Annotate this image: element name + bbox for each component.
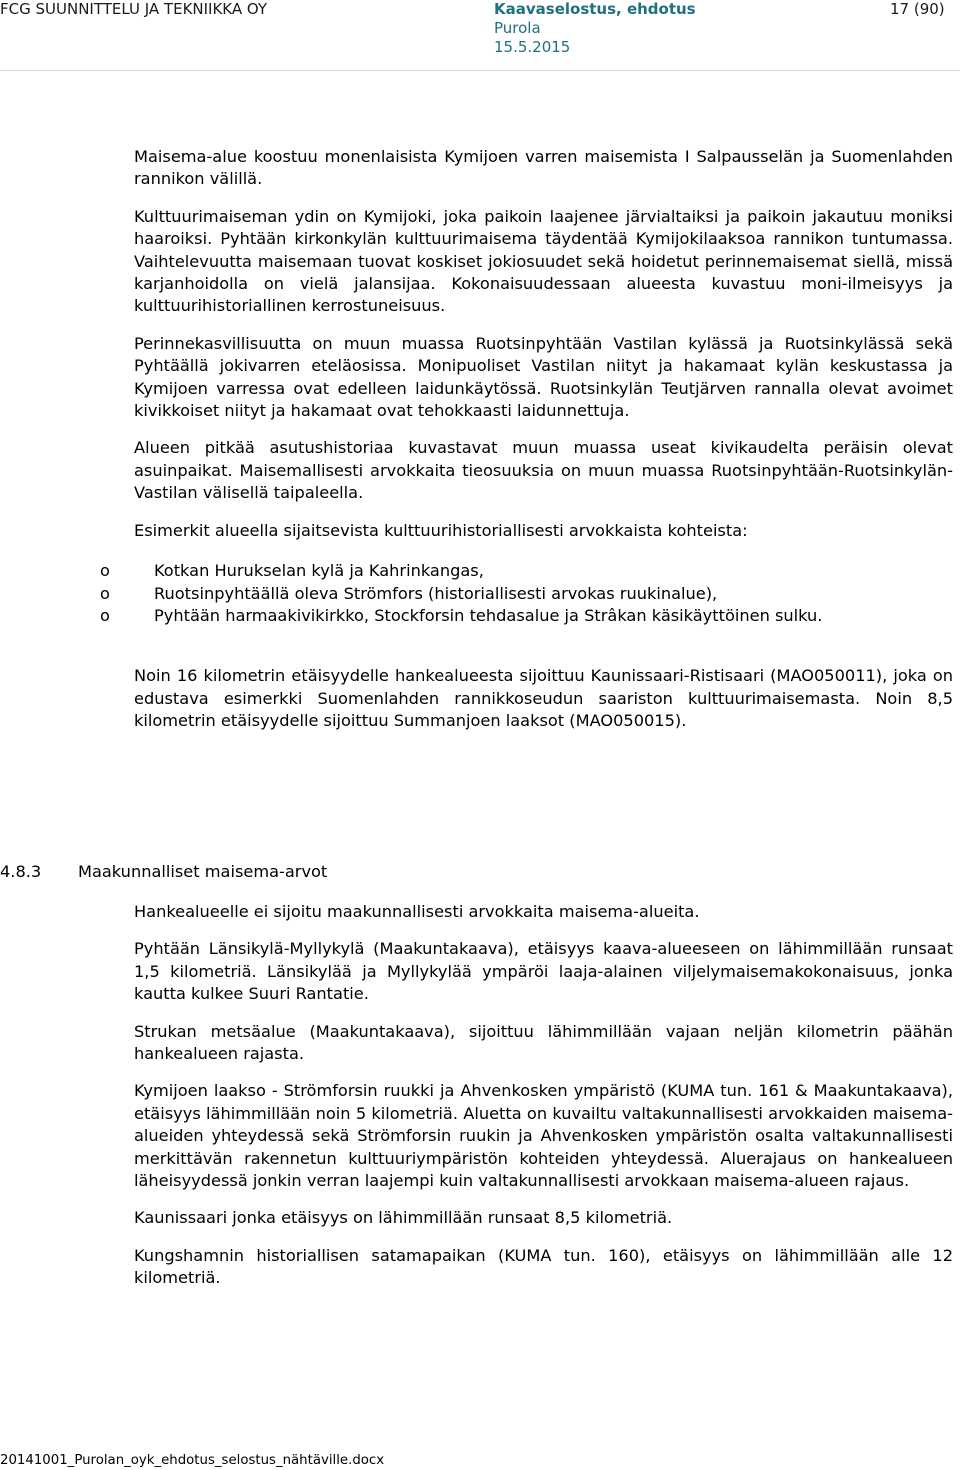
paragraph: Esimerkit alueella sijaitsevista kulttuurihistoriallisesti arvokkaista kohteista: bbox=[134, 520, 748, 540]
paragraph: Strukan metsäalue (Maakuntakaava), sijoittuu lähimmillään vajaan neljän kilometrin päähän hankealueen rajasta. bbox=[134, 1021, 953, 1064]
paragraph: Kungshamnin historiallisen satamapaikan (KUMA tun. 160), etäisyys on lähimmillään alle 12 kilometriä. bbox=[134, 1245, 953, 1288]
bullet-list bbox=[0, 560, 953, 627]
section-heading-title: Maakunnalliset maisema-arvot bbox=[78, 862, 328, 881]
bullet-mark: o bbox=[100, 583, 110, 603]
paragraph: Kymijoen laakso - Strömforsin ruukki ja Ahvenkosken ympäristö (KUMA tun. 161 & Maakuntakaava), etäisyys lähimmillään noin 5 kilometriä. Aluetta on kuvailtu valtakunnallisesti arvokkaiden maisema-alueiden yhteydessä sekä Strömforsin ruukin ja Ahvenkosken ympäristön osalta valtakunnallisesti merkittävän rakennetun kulttuuriympäristön kohteiden yhteydessä. Aluerajaus on hankealueen läheisyydessä jonkin verran laajempi kuin valtakunnallisesti arvokkaan maisema-alueen rajaus. bbox=[134, 1081, 953, 1191]
section-heading-number: 4.8.3 bbox=[0, 862, 42, 881]
header-date: 15.5.2015 bbox=[494, 38, 571, 56]
paragraph: Noin 16 kilometrin etäisyydelle hankealueesta sijoittuu Kaunissaari-Ristisaari (MAO050011), joka on edustava esimerkki Suomenlahden rannikkoseudun saariston kulttuurimaisemasta. Noin 8,5 kilometrin etäisyydelle sijoittuu Summanjoen laaksot (MAO050015). bbox=[134, 666, 953, 731]
bullet-mark: o bbox=[100, 561, 110, 581]
section-body-landscape bbox=[100, 146, 953, 748]
paragraph: Maisema-alue koostuu monenlaisista Kymijoen varren maisemista I Salpausselän ja Suomenlahden rannikon välillä. bbox=[134, 147, 953, 189]
header-doc-title: Kaavaselostus, ehdotus bbox=[494, 0, 696, 18]
header-doc-info bbox=[494, 0, 696, 57]
paragraph: Perinnekasvillisuutta on muun muassa Ruotsinpyhtään Vastilan kylässä ja Ruotsinkylässä sekä Pyhtäällä jokivarren eteläosissa. Monipuoliset Vastilan niityt ja hakamaat kylän keskustassa ja Kymijoen varressa ovat edelleen laidunkäytössä. Ruotsinkylän Teutjärven rannalla olevat avoimet kivikkoiset niityt ja hakamaat ovat tehokkaasti laidunnettuja. bbox=[134, 333, 953, 421]
paragraph: Kaunissaari jonka etäisyys on lähimmillään runsaat 8,5 kilometriä. bbox=[134, 1208, 673, 1228]
paragraph: Hankealueelle ei sijoitu maakunnallisesti arvokkaita maisema-alueita. bbox=[134, 902, 700, 921]
list-item: o Pyhtään harmaakivikirkko, Stockforsin tehdasalue ja Strâkan käsikäyttöinen sulku. bbox=[0, 605, 953, 627]
header-page-number: 17 (90) bbox=[890, 0, 945, 18]
list-item: o Kotkan Hurukselan kylä ja Kahrinkangas, bbox=[0, 560, 953, 582]
section-heading bbox=[0, 861, 327, 883]
header-place: Purola bbox=[494, 19, 541, 37]
paragraph: Pyhtään Länsikylä-Myllykylä (Maakuntakaava), etäisyys kaava-alueeseen on lähimmillään runsaat 1,5 kilometriä. Länsikylää ja Myllykylää ympäröi laaja-alainen viljelymaisemakokonaisuus, jonka kautta kulkee Suuri Rantatie. bbox=[134, 939, 953, 1004]
section-body-regional bbox=[134, 901, 953, 1305]
paragraph: Alueen pitkää asutushistoriaa kuvastavat muun muassa useat kivikaudelta peräisin olevat asuinpaikat. Maisemallisesti arvokkaita tieosuuksia on muun muassa Ruotsinpyhtään-Ruotsinkylän-Vastilan välisellä taipaleella. bbox=[134, 438, 953, 503]
header-divider bbox=[0, 70, 960, 71]
header-company: FCG SUUNNITTELU JA TEKNIIKKA OY bbox=[0, 0, 268, 18]
list-item: o Ruotsinpyhtäällä oleva Strömfors (historiallisesti arvokas ruukinalue), bbox=[0, 583, 953, 605]
page-footer: 20141001_Purolan_oyk_ehdotus_selostus_nähtäville.docx bbox=[0, 1453, 385, 1468]
paragraph: Kulttuurimaiseman ydin on Kymijoki, joka paikoin laajenee järvialtaiksi ja paikoin jakautuu moniksi haaroiksi. Pyhtään kirkonkylän kulttuurimaisema täydentää Kymijokilaaksoa rannikon tuntumassa. Vaihtelevuutta maisemaan tuovat koskiset jokiosuudet sekä hoidetut perinnemaisemat siellä, missä karjanhoidolla on vielä jalansijaa. Kokonaisuudessaan alueesta kuvastuu moni-ilmeisyys ja kulttuurihistoriallinen kerrostuneisuus. bbox=[134, 206, 953, 316]
bullet-mark: o bbox=[100, 605, 110, 625]
page-header bbox=[0, 0, 960, 58]
